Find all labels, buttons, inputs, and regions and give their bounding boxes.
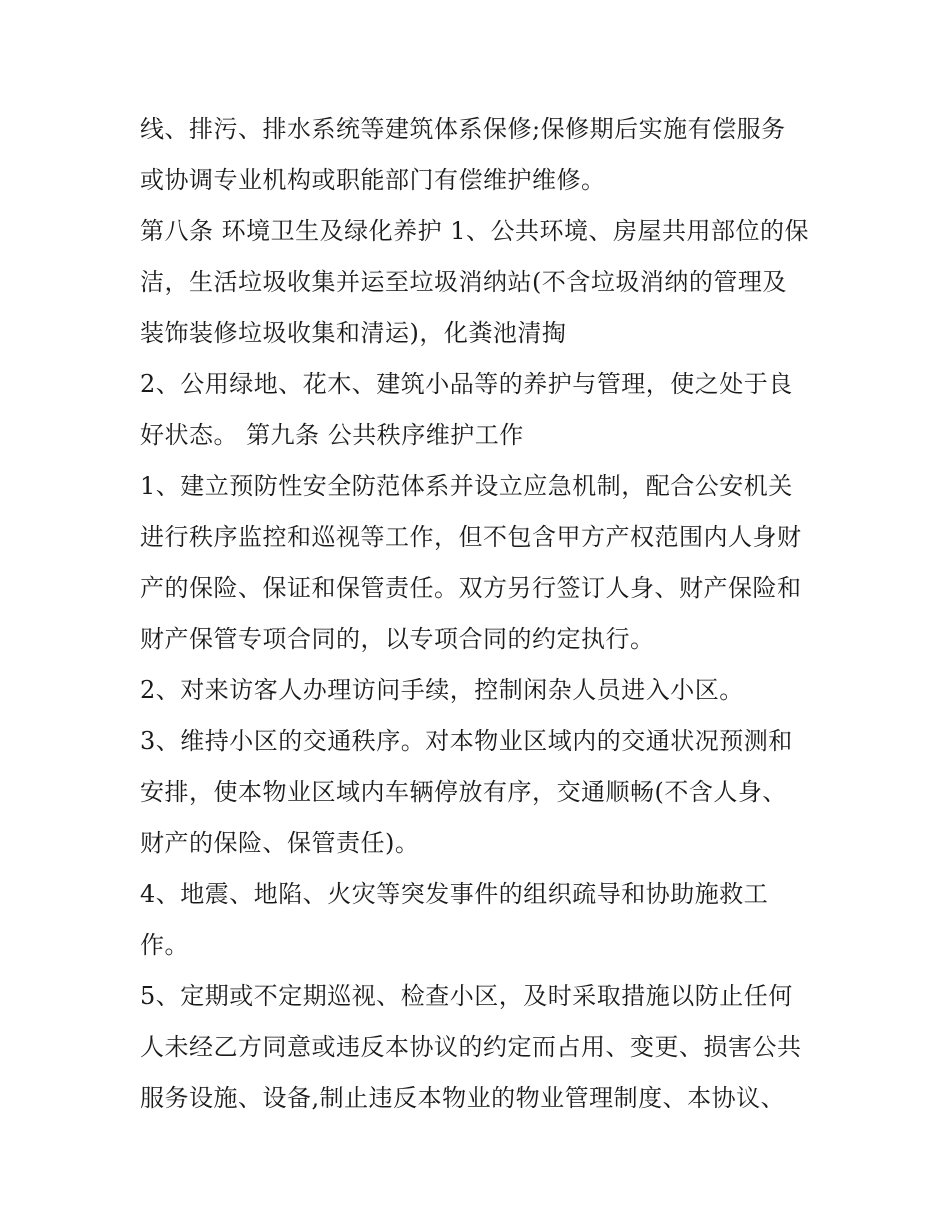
text-line: 3、维持小区的交通秩序。对本物业区域内的交通状况预测和	[140, 727, 793, 755]
text-line: 4、地震、地陷、火灾等突发事件的组织疏导和协助施救工	[140, 880, 769, 908]
text-line: 安排，使本物业区域内车辆停放有序，交通顺畅(不含人身、	[140, 778, 787, 806]
text-line: 洁，生活垃圾收集并运至垃圾消纳站(不含垃圾消纳的管理及	[140, 268, 787, 296]
text-line: 装饰装修垃圾收集和清运)，化粪池清掏	[140, 319, 567, 347]
text-line: 财产保管专项合同的，以专项合同的约定执行。	[140, 625, 655, 653]
text-line: 好状态。 第九条 公共秩序维护工作	[140, 421, 524, 449]
text-line: 5、定期或不定期巡视、检查小区，及时采取措施以防止任何	[140, 982, 793, 1010]
text-line: 服务设施、设备,制止违反本物业的物业管理制度、本协议、	[140, 1084, 786, 1112]
text-line: 人未经乙方同意或违反本协议的约定而占用、变更、损害公共	[140, 1033, 802, 1061]
document-body	[140, 104, 820, 1124]
text-line: 产的保险、保证和保管责任。双方另行签订人身、财产保险和	[140, 574, 802, 602]
text-line: 线、排污、排水系统等建筑体系保修;保修期后实施有偿服务	[140, 115, 786, 143]
text-line: 第八条 环境卫生及绿化养护 1、公共环境、房屋共用部位的保	[140, 217, 810, 245]
text-line: 作。	[140, 931, 189, 959]
text-line: 2、对来访客人办理访问手续，控制闲杂人员进入小区。	[140, 676, 744, 704]
text-line: 1、建立预防性安全防范体系并设立应急机制，配合公安机关	[140, 472, 793, 500]
text-line: 进行秩序监控和巡视等工作，但不包含甲方产权范围内人身财	[140, 523, 802, 551]
text-line: 2、公用绿地、花木、建筑小品等的养护与管理，使之处于良	[140, 370, 793, 398]
text-line: 或协调专业机构或职能部门有偿维护维修。	[140, 166, 606, 194]
text-line: 财产的保险、保管责任)。	[140, 829, 420, 857]
